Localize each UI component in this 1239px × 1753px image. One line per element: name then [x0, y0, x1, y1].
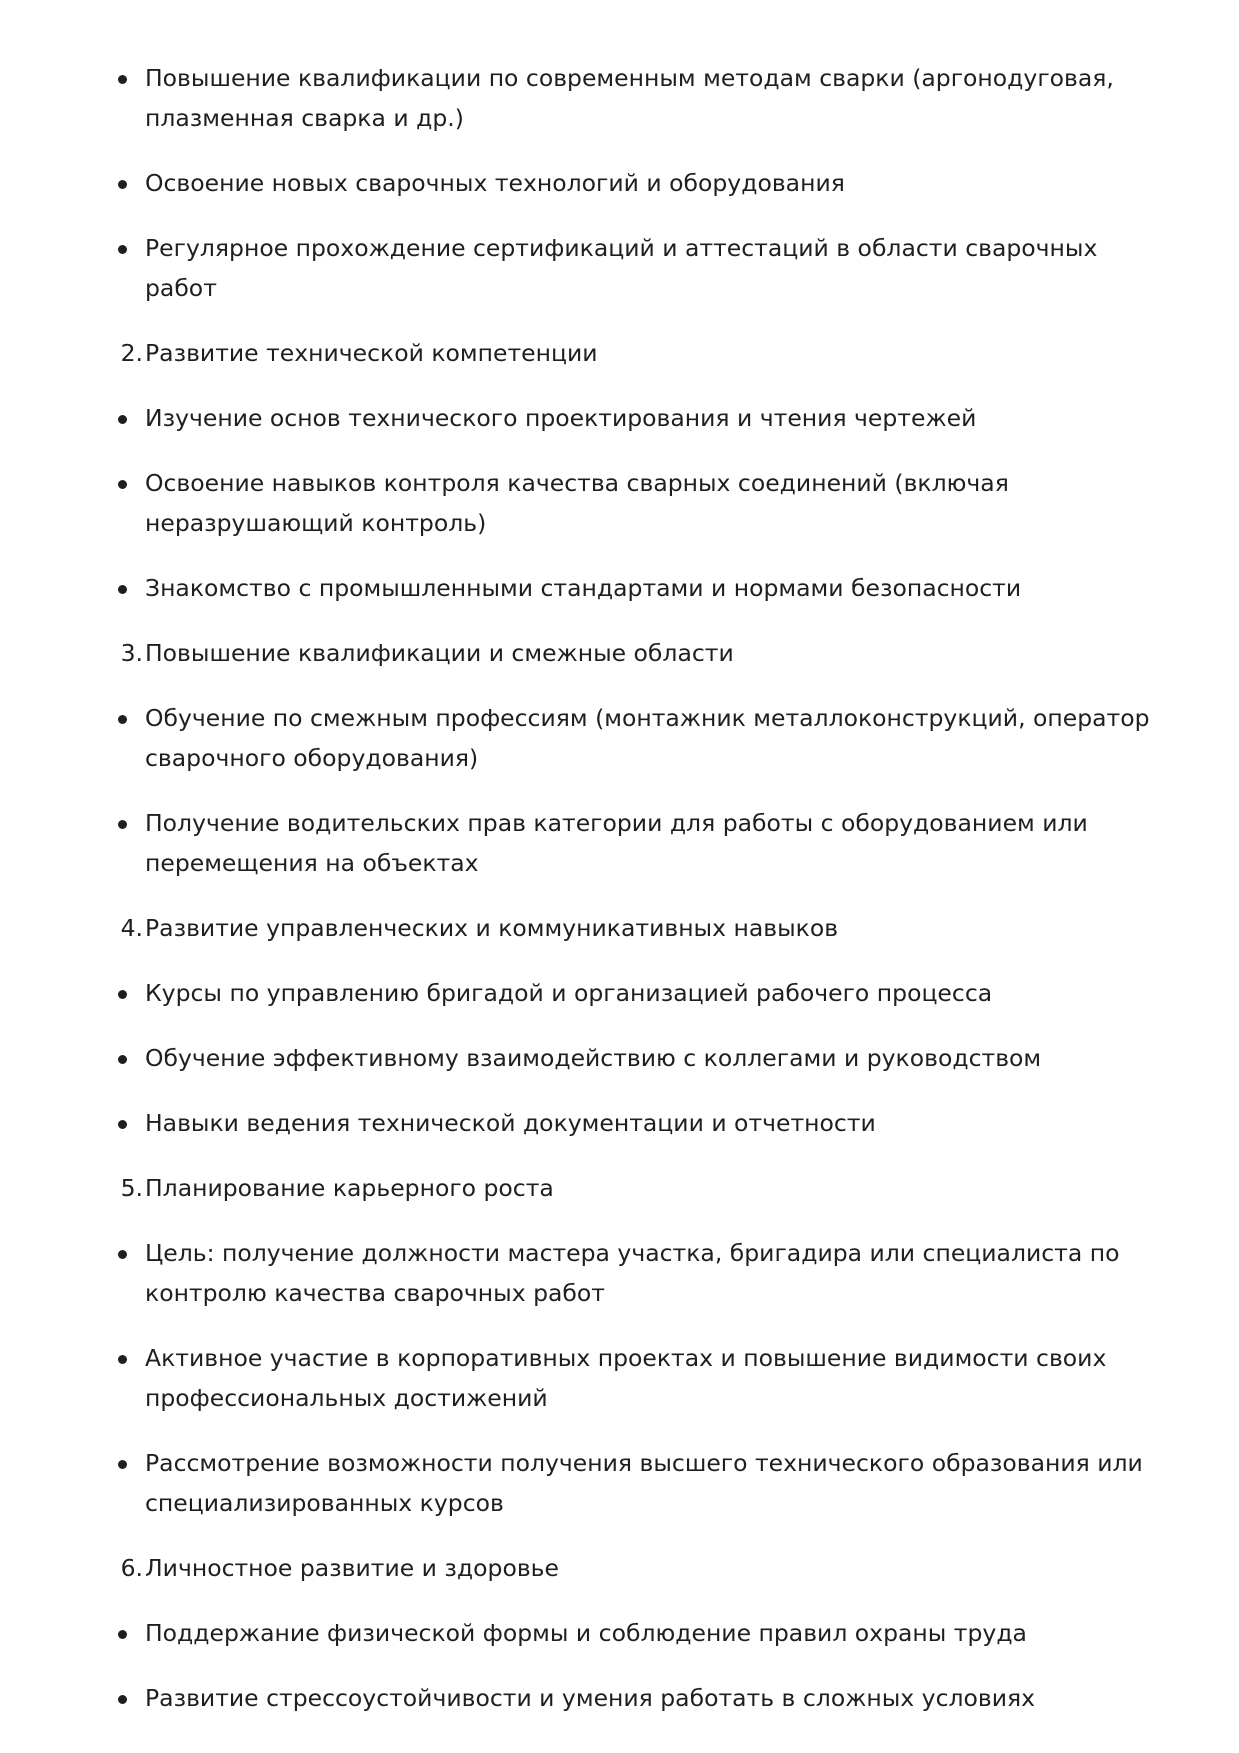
bullet-icon: [107, 973, 127, 1013]
list-item: [145, 58, 1165, 138]
list-number: 4.: [120, 914, 143, 942]
section-heading-item: [120, 1548, 1165, 1588]
bullet-icon: [107, 1613, 127, 1653]
list-item-text: Навыки ведения технической документации и отчетности: [145, 1109, 876, 1137]
bullet-icon: [107, 1038, 127, 1078]
list-number: 3.: [120, 639, 143, 667]
list-item-text: Обучение по смежным профессиям (монтажник металлоконструкций, оператор сварочного оборудования): [145, 704, 1150, 772]
section-heading-item: [120, 333, 1165, 373]
list-item: [145, 228, 1165, 308]
list-item: [145, 803, 1165, 883]
list-item-text: Рассмотрение возможности получения высшего технического образования или специализированных курсов: [145, 1449, 1143, 1517]
list-item-text: Цель: получение должности мастера участка, бригадира или специалиста по контролю качества сварочных работ: [145, 1239, 1120, 1307]
bullet-icon: [107, 463, 127, 503]
list-item-text: Изучение основ технического проектирования и чтения чертежей: [145, 404, 977, 432]
list-item: [145, 1338, 1165, 1418]
bullet-icon: [107, 803, 127, 843]
list-item: [145, 1233, 1165, 1313]
list-item-text: Регулярное прохождение сертификаций и аттестаций в области сварочных работ: [145, 234, 1098, 302]
list-item: [145, 1103, 1165, 1143]
section-heading-text: Развитие управленческих и коммуникативных навыков: [145, 914, 839, 942]
bullet-icon: [107, 1678, 127, 1718]
list-item: [145, 698, 1165, 778]
bullet-icon: [107, 163, 127, 203]
list-number: 5.: [120, 1174, 143, 1202]
list-item-text: Получение водительских прав категории для работы с оборудованием или перемещения на объектах: [145, 809, 1088, 877]
section-heading-text: Повышение квалификации и смежные области: [145, 639, 734, 667]
section-heading-text: Планирование карьерного роста: [145, 1174, 554, 1202]
bullet-icon: [107, 1233, 127, 1273]
list-item: [145, 398, 1165, 438]
list-item-text: Освоение навыков контроля качества сварных соединений (включая неразрушающий контроль): [145, 469, 1009, 537]
list-item: [145, 163, 1165, 203]
list-number: 2.: [120, 339, 143, 367]
section-heading-item: [120, 908, 1165, 948]
bullet-icon: [107, 228, 127, 268]
section-heading-text: Развитие технической компетенции: [145, 339, 598, 367]
bullet-icon: [107, 58, 127, 98]
section-heading-text: Личностное развитие и здоровье: [145, 1554, 559, 1582]
list-item: [145, 973, 1165, 1013]
list-item-text: Активное участие в корпоративных проектах и повышение видимости своих профессиональных достижений: [145, 1344, 1107, 1412]
list-item-text: Обучение эффективному взаимодействию с коллегами и руководством: [145, 1044, 1042, 1072]
list-item-text: Знакомство с промышленными стандартами и нормами безопасности: [145, 574, 1022, 602]
list-item: [145, 1613, 1165, 1653]
section-heading-item: [120, 1168, 1165, 1208]
list-number: 6.: [120, 1554, 143, 1582]
list-item: [145, 1443, 1165, 1523]
bullet-icon: [107, 398, 127, 438]
list-item-text: Поддержание физической формы и соблюдение правил охраны труда: [145, 1619, 1027, 1647]
list-item-text: Освоение новых сварочных технологий и оборудования: [145, 169, 845, 197]
list-item: [145, 1678, 1165, 1718]
bullet-icon: [107, 698, 127, 738]
bullet-icon: [107, 1443, 127, 1483]
list-item: [145, 568, 1165, 608]
list-item-text: Повышение квалификации по современным методам сварки (аргонодуговая, плазменная сварка и др.): [145, 64, 1114, 132]
list-item-text: Развитие стрессоустойчивости и умения работать в сложных условиях: [145, 1684, 1036, 1712]
list-item: [145, 1038, 1165, 1078]
list-item-text: Курсы по управлению бригадой и организацией рабочего процесса: [145, 979, 993, 1007]
list-item: [145, 463, 1165, 543]
career-plan-list: [120, 58, 1165, 1743]
bullet-icon: [107, 1338, 127, 1378]
bullet-icon: [107, 568, 127, 608]
section-heading-item: [120, 633, 1165, 673]
bullet-icon: [107, 1103, 127, 1143]
